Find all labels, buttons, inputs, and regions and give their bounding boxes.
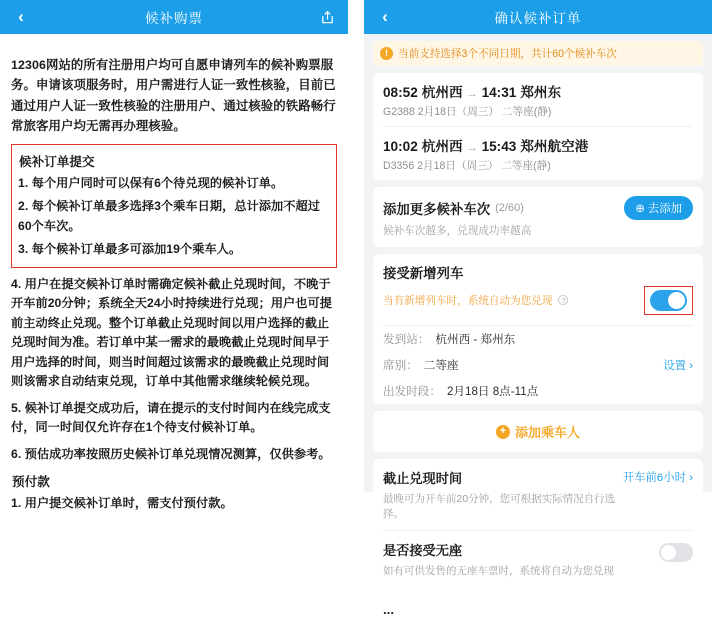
rule-item: 2. 每个候补订单最多选择3个乘车日期，总计添加不超过60个车次。 <box>18 199 320 233</box>
field-value: 杭州西 - 郑州东 <box>435 333 516 346</box>
arrow-icon: → <box>466 88 478 100</box>
right-navbar <box>364 0 712 34</box>
info-icon: ! <box>380 47 393 60</box>
trip-list-card <box>373 73 703 180</box>
no-seat-title: 是否接受无座 <box>383 543 463 558</box>
accept-new-train-row <box>383 254 693 325</box>
notice-banner <box>373 41 703 66</box>
add-more-count: (2/60) <box>495 202 524 214</box>
add-more-note: 候补车次越多，兑现成功率越高 <box>383 225 532 237</box>
share-icon[interactable] <box>314 4 340 30</box>
list-item <box>383 352 693 378</box>
trip-info-divider <box>383 325 693 404</box>
rule-item: 6. 预估成功率按照历史候补订单兑现情况测算，仅供参考。 <box>11 446 331 461</box>
plus-circle-icon: ⊕ <box>635 203 645 215</box>
arrive-station: 郑州航空港 <box>520 139 589 154</box>
rule-item: 4. 用户在提交候补订单时需确定候补截止兑现时间，不晚于开车前20分钟；系统全天24小时持续进行兑现；用户也可提前主动终止兑现。整个订单截止兑现时间以用户选择的截止兑现时间为准。若订单中某一需求的最晚截止兑现时间早于用户选择的时间，则当时间超过该需求的最晚截止兑现时间则该需求自动结束兑现，订单中其他需求继续轮候兑现。 <box>11 276 333 389</box>
add-passenger-button[interactable] <box>383 411 693 452</box>
deadline-desc: 最晚可为开车前20分钟，您可根据实际情况自行选择。 <box>383 493 616 520</box>
page-title: 确认候补订单 <box>494 11 582 26</box>
list-item[interactable] <box>383 126 693 180</box>
depart-station: 杭州西 <box>421 139 463 154</box>
no-seat-option-row <box>383 530 693 587</box>
remaining-rules <box>11 275 337 465</box>
trip-detail: D3356 2月18日（周三） 二等座(静) <box>383 160 551 172</box>
no-seat-toggle[interactable] <box>659 543 693 562</box>
depart-time: 10:02 <box>383 139 418 154</box>
list-item[interactable] <box>383 73 693 126</box>
arrive-time: 15:43 <box>481 139 517 154</box>
deadline-option-row[interactable] <box>383 459 693 530</box>
field-label: 出发时段： <box>383 385 441 398</box>
deadline-value[interactable]: 开车前6小时 › <box>622 472 693 484</box>
list-item <box>383 378 693 404</box>
add-more-trains-card <box>373 187 703 247</box>
field-label: 发到站： <box>383 333 430 346</box>
field-label: 席别： <box>383 359 418 372</box>
go-add-label: 去添加 <box>647 203 682 215</box>
no-seat-desc: 如有可供发售的无座车票时，系统将自动为您兑现 <box>383 565 614 577</box>
section-title-submit: 候补订单提交 <box>19 154 95 169</box>
add-passenger-card[interactable] <box>373 411 703 452</box>
left-phone-screen <box>0 0 348 511</box>
no-seat-option-text <box>383 540 659 578</box>
section-title-prepayment: 预付款 <box>12 475 50 490</box>
trip-detail: G2388 2月18日（周三） 二等座(静) <box>383 106 552 118</box>
options-card <box>373 459 703 587</box>
trip-summary <box>383 81 693 101</box>
next-section-partial: ... <box>373 594 703 610</box>
arrive-station: 郑州东 <box>520 85 562 100</box>
field-value: 二等座 <box>423 359 459 372</box>
left-content <box>0 34 348 511</box>
right-phone-screen <box>364 0 712 617</box>
rule-item: 3. 每个候补订单最多可添加19个乘车人。 <box>18 242 242 257</box>
highlighted-rules-box <box>11 144 337 268</box>
question-icon[interactable]: ? <box>558 295 568 305</box>
accept-new-desc <box>383 293 568 308</box>
list-item <box>383 326 693 352</box>
page-title: 候补购票 <box>145 11 203 26</box>
back-icon[interactable]: ‹ <box>18 7 24 26</box>
accept-new-desc-text: 当有新增列车时，系统自动为您兑现 <box>383 295 553 307</box>
notice-text: 当前支持选择3个不同日期，共计60个候补车次 <box>398 48 617 60</box>
accept-new-train-card <box>373 254 703 404</box>
rule-item: 1. 每个用户同时可以保有6个待兑现的候补订单。 <box>18 175 284 190</box>
intro-paragraph: 12306网站的所有注册用户均可自愿申请列车的候补购票服务。申请该项服务时，用户需进行人证一致性核验，目前已通过用户人证一致性核验的注册用户、通过核验的铁路畅行常旅客用户均无需再办理核验。 <box>11 58 336 133</box>
depart-station: 杭州西 <box>421 85 463 100</box>
trip-summary <box>383 135 693 155</box>
accept-new-toggle[interactable] <box>650 290 687 311</box>
add-more-title: 添加更多候补车次 <box>383 201 491 217</box>
depart-time: 08:52 <box>383 85 418 100</box>
arrow-icon: → <box>466 142 478 154</box>
right-content <box>364 34 712 617</box>
accept-new-body <box>383 286 693 315</box>
seat-settings-link[interactable]: 设置 › <box>663 360 693 372</box>
accept-new-title: 接受新增列车 <box>383 266 464 281</box>
add-passenger-label: 添加乘车人 <box>514 425 580 440</box>
accept-new-switch-highlight <box>644 286 693 315</box>
deadline-title: 截止兑现时间 <box>383 471 463 486</box>
plus-circle-icon: + <box>496 425 510 439</box>
arrive-time: 14:31 <box>481 85 517 100</box>
left-navbar <box>0 0 348 34</box>
deadline-option-text <box>383 468 623 521</box>
go-add-button[interactable] <box>624 196 693 220</box>
field-value: 2月18日 8点-11点 <box>446 385 539 398</box>
back-icon[interactable]: ‹ <box>382 7 388 26</box>
rule-item: 1. 用户提交候补订单时，需支付预付款。 <box>11 496 233 511</box>
add-more-header <box>383 187 693 222</box>
navbar-spacer <box>678 4 704 30</box>
rule-item: 5. 候补订单提交成功后，请在提示的支付时间内在线完成支付，同一时间仅允许存在1个待支付候补订单。 <box>11 400 331 435</box>
